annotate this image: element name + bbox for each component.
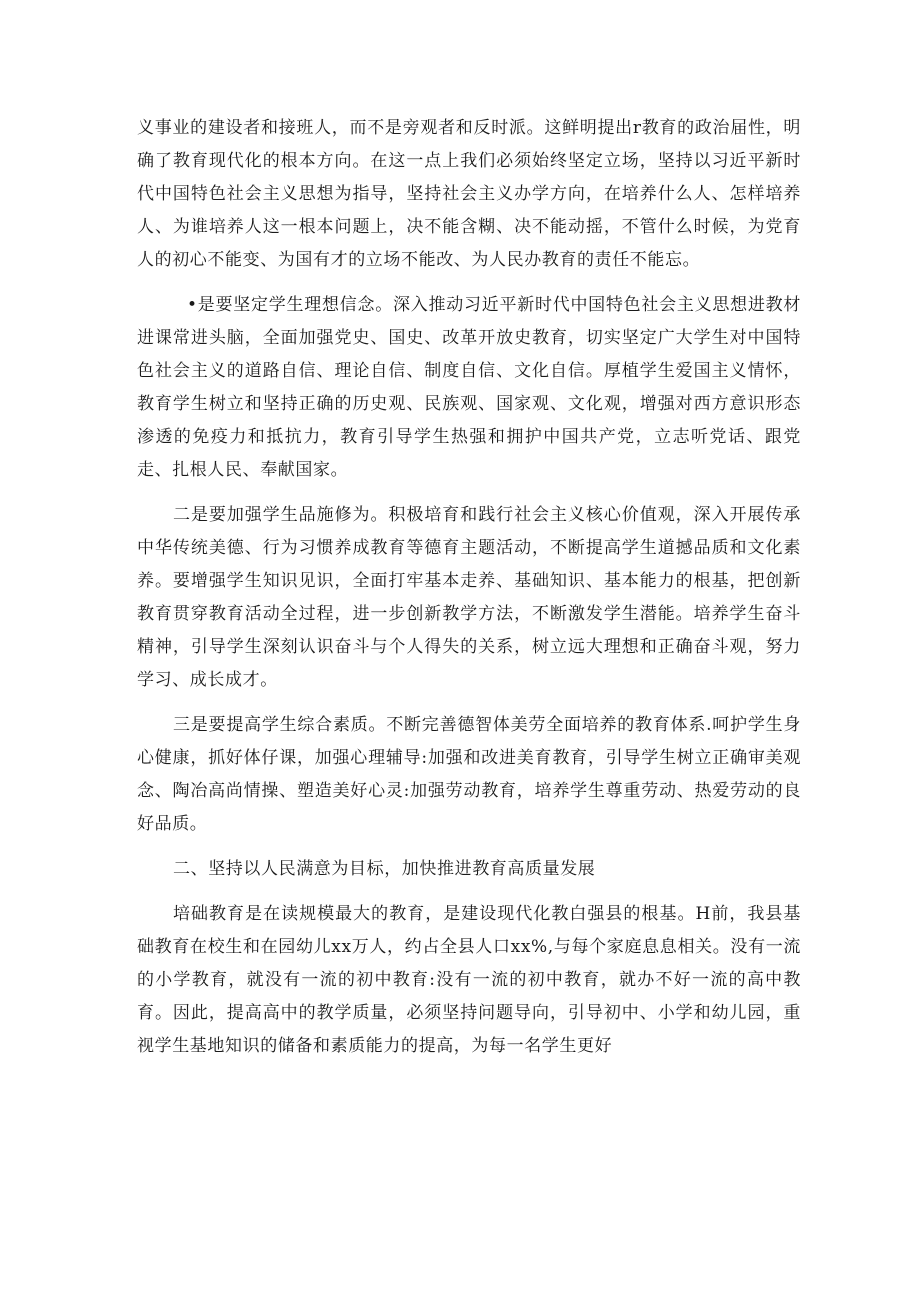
paragraph-first-point: •是要坚定学生理想信念。深入推动习近平新时代中国特色社会主义思想进教材进课常进头脑，全面加强党史、国史、改革开放史教育，切实坚定广大学生对中国特色社会主义的道路自信、理论自信、制度自信、文化自信。厚植学生爱国主义情怀，教育学生树立和坚持正确的历史观、民族观、国家观、文化观，增强对西方意识形态渗透的免疫力和抵抗力，教育引导学生热强和拥护中国共产党，立志听党话、跟党走、扎根人民、奉献国家。 <box>137 295 801 480</box>
paragraph-second-point: 二是要加强学生品施修为。积极培育和践行社会主义核心价值观，深入开展传承中华传统美德、行为习惯养成教育等德育主题活动，不断提高学生道撼品质和文化素养。要增强学生知识见识，全面打牢基本走养、基础知识、基本能力的根基，把创新教育贯穿教育活动全过程，进一步创新教学方法，不断激发学生潜能。培养学生奋斗精神，引导学生深刻认识奋斗与个人得失的关系，树立远大理想和正确奋斗观，努力学习、成长成才。 <box>137 505 801 690</box>
paragraph-basic-education: 培础教育是在读规模最大的教育，是建设现代化教白强县的根基。H前，我县基础教育在校生和在园幼儿xx万人，约占全县人口xx%,与每个家庭息息相关。没有一流的小学教育，就没有一流的初中教育:没有一流的初中教育，就办不好一流的高中教育。因此，提高高中的教学质量，必须坚持问题导向，引导初中、小学和幼儿园，重视学生基地知识的储备和素质能力的提高，为每一名学生更好 <box>137 904 801 1056</box>
paragraph-third-point: 三是要提高学生综合素质。不断完善德智体美劳全面培养的教育体系.呵护学生身心健康，抓好体仔课，加强心理辅导:加强和改进美育教育，引导学生树立正确审美观念、陶冶高尚情操、塑造美好心灵:加强劳动教育，培养学生尊重劳动、热爱劳动的良好品质。 <box>137 715 801 834</box>
document-body <box>137 112 801 1063</box>
paragraph-continuation: 义事业的建设者和接班人，而不是旁观者和反时派。这鲜明提出r教育的政治届性，明确了教育现代化的根本方向。在这一点上我们必须始终坚定立场，坚持以习近平新时代中国特色社会主义思想为指导，坚持社会主义办学方向，在培养什么人、怎样培养人、为谁培养人这一根本问题上，决不能含糊、决不能动摇，不管什么时候，为党育人的初心不能变、为国有才的立场不能改、为人民办教育的责任不能忘。 <box>137 118 801 270</box>
section-heading: 二、坚持以人民满意为目标，加快推进教育高质量发展 <box>173 859 596 879</box>
